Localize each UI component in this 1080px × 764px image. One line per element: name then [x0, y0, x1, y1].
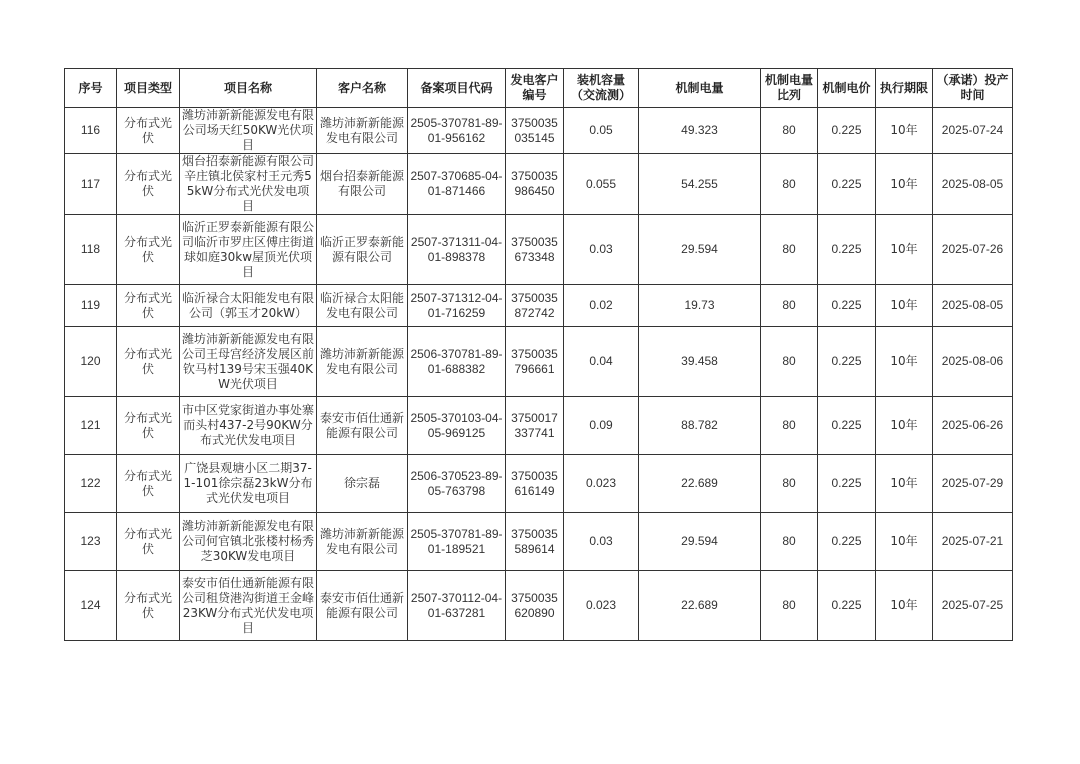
- cell-price: 0.225: [818, 571, 876, 641]
- cell-code: 2505-370103-04-05-969125: [408, 397, 506, 455]
- table-row: [65, 571, 1013, 641]
- cell-customer-no: 3750035673348: [506, 215, 564, 285]
- cell-customer: 潍坊沛新新能源发电有限公司: [317, 108, 408, 154]
- cell-date: 2025-07-21: [933, 513, 1013, 571]
- header-code: 备案项目代码: [408, 69, 506, 108]
- cell-type: 分布式光伏: [117, 397, 180, 455]
- cell-customer-no: 3750017337741: [506, 397, 564, 455]
- cell-term: 10年: [876, 154, 933, 215]
- table-row: [65, 154, 1013, 215]
- cell-mech-energy: 29.594: [639, 215, 761, 285]
- cell-project: 临沂正罗泰新能源有限公司临沂市罗庄区傅庄街道球如庭30kw屋顶光伏项目: [180, 215, 317, 285]
- header-ratio: 机制电量比列: [761, 69, 818, 108]
- cell-ratio: 80: [761, 327, 818, 397]
- cell-capacity: 0.055: [564, 154, 639, 215]
- cell-price: 0.225: [818, 397, 876, 455]
- cell-date: 2025-07-29: [933, 455, 1013, 513]
- header-customer: 客户名称: [317, 69, 408, 108]
- project-table: [64, 68, 1013, 641]
- cell-customer-no: 3750035796661: [506, 327, 564, 397]
- table-row: [65, 397, 1013, 455]
- cell-date: 2025-08-05: [933, 154, 1013, 215]
- cell-code: 2506-370523-89-05-763798: [408, 455, 506, 513]
- cell-seq: 124: [65, 571, 117, 641]
- cell-seq: 119: [65, 285, 117, 327]
- cell-price: 0.225: [818, 327, 876, 397]
- cell-seq: 123: [65, 513, 117, 571]
- cell-date: 2025-07-26: [933, 215, 1013, 285]
- cell-code: 2507-370112-04-01-637281: [408, 571, 506, 641]
- cell-project: 临沂禄合太阳能发电有限公司（郭玉才20kW）: [180, 285, 317, 327]
- cell-seq: 122: [65, 455, 117, 513]
- cell-customer-no: 3750035035145: [506, 108, 564, 154]
- cell-project: 潍坊沛新新能源发电有限公司何官镇北张楼村杨秀芝30KW发电项目: [180, 513, 317, 571]
- cell-ratio: 80: [761, 455, 818, 513]
- cell-customer: 泰安市佰仕通新能源有限公司: [317, 397, 408, 455]
- cell-code: 2507-371311-04-01-898378: [408, 215, 506, 285]
- cell-code: 2507-370685-04-01-871466: [408, 154, 506, 215]
- cell-term: 10年: [876, 571, 933, 641]
- header-type: 项目类型: [117, 69, 180, 108]
- cell-project: 广饶县观塘小区二期37-1-101徐宗磊23kW分布式光伏发电项目: [180, 455, 317, 513]
- cell-project: 市中区党家街道办事处寨而头村437-2号90KW分布式光伏发电项目: [180, 397, 317, 455]
- table-row: [65, 513, 1013, 571]
- header-price: 机制电价: [818, 69, 876, 108]
- cell-date: 2025-07-25: [933, 571, 1013, 641]
- cell-term: 10年: [876, 455, 933, 513]
- cell-customer-no: 3750035589614: [506, 513, 564, 571]
- table-row: [65, 455, 1013, 513]
- cell-mech-energy: 49.323: [639, 108, 761, 154]
- cell-price: 0.225: [818, 108, 876, 154]
- cell-ratio: 80: [761, 285, 818, 327]
- cell-project: 泰安市佰仕通新能源有限公司租贷港沟街道王金峰23KW分布式光伏发电项目: [180, 571, 317, 641]
- cell-capacity: 0.05: [564, 108, 639, 154]
- cell-seq: 120: [65, 327, 117, 397]
- cell-customer-no: 3750035986450: [506, 154, 564, 215]
- cell-price: 0.225: [818, 455, 876, 513]
- cell-capacity: 0.023: [564, 455, 639, 513]
- table-row: [65, 108, 1013, 154]
- cell-project: 烟台招泰新能源有限公司辛庄镇北侯家村王元秀55kW分布式光伏发电项目: [180, 154, 317, 215]
- cell-ratio: 80: [761, 215, 818, 285]
- header-customer-no: 发电客户编号: [506, 69, 564, 108]
- header-term: 执行期限: [876, 69, 933, 108]
- cell-capacity: 0.03: [564, 215, 639, 285]
- cell-project: 潍坊沛新新能源发电有限公司场天红50KW光伏项目: [180, 108, 317, 154]
- cell-date: 2025-07-24: [933, 108, 1013, 154]
- cell-term: 10年: [876, 215, 933, 285]
- cell-type: 分布式光伏: [117, 455, 180, 513]
- cell-term: 10年: [876, 327, 933, 397]
- cell-term: 10年: [876, 285, 933, 327]
- cell-mech-energy: 29.594: [639, 513, 761, 571]
- cell-date: 2025-08-06: [933, 327, 1013, 397]
- cell-code: 2507-371312-04-01-716259: [408, 285, 506, 327]
- cell-seq: 117: [65, 154, 117, 215]
- cell-date: 2025-08-05: [933, 285, 1013, 327]
- cell-mech-energy: 54.255: [639, 154, 761, 215]
- cell-customer-no: 3750035616149: [506, 455, 564, 513]
- cell-term: 10年: [876, 397, 933, 455]
- cell-capacity: 0.02: [564, 285, 639, 327]
- cell-capacity: 0.023: [564, 571, 639, 641]
- cell-customer-no: 3750035872742: [506, 285, 564, 327]
- header-date: （承诺）投产时间: [933, 69, 1013, 108]
- cell-project: 潍坊沛新新能源发电有限公司王母宫经济发展区前钦马村139号宋玉强40KW光伏项目: [180, 327, 317, 397]
- cell-type: 分布式光伏: [117, 327, 180, 397]
- cell-date: 2025-06-26: [933, 397, 1013, 455]
- cell-capacity: 0.09: [564, 397, 639, 455]
- cell-customer: 临沂禄合太阳能发电有限公司: [317, 285, 408, 327]
- cell-capacity: 0.04: [564, 327, 639, 397]
- cell-price: 0.225: [818, 215, 876, 285]
- table-row: [65, 285, 1013, 327]
- cell-seq: 121: [65, 397, 117, 455]
- cell-ratio: 80: [761, 108, 818, 154]
- header-seq: 序号: [65, 69, 117, 108]
- cell-seq: 116: [65, 108, 117, 154]
- header-project: 项目名称: [180, 69, 317, 108]
- table-row: [65, 327, 1013, 397]
- cell-customer: 临沂正罗泰新能源有限公司: [317, 215, 408, 285]
- cell-ratio: 80: [761, 154, 818, 215]
- header-mech-energy: 机制电量: [639, 69, 761, 108]
- cell-mech-energy: 22.689: [639, 455, 761, 513]
- cell-customer: 潍坊沛新新能源发电有限公司: [317, 513, 408, 571]
- cell-type: 分布式光伏: [117, 513, 180, 571]
- header-capacity: 装机容量（交流测）: [564, 69, 639, 108]
- header-row: [65, 69, 1013, 108]
- cell-code: 2505-370781-89-01-189521: [408, 513, 506, 571]
- cell-type: 分布式光伏: [117, 571, 180, 641]
- cell-code: 2505-370781-89-01-956162: [408, 108, 506, 154]
- cell-mech-energy: 88.782: [639, 397, 761, 455]
- cell-type: 分布式光伏: [117, 285, 180, 327]
- cell-price: 0.225: [818, 285, 876, 327]
- cell-type: 分布式光伏: [117, 215, 180, 285]
- cell-price: 0.225: [818, 154, 876, 215]
- cell-term: 10年: [876, 108, 933, 154]
- cell-term: 10年: [876, 513, 933, 571]
- cell-capacity: 0.03: [564, 513, 639, 571]
- cell-seq: 118: [65, 215, 117, 285]
- cell-customer: 泰安市佰仕通新能源有限公司: [317, 571, 408, 641]
- cell-customer: 徐宗磊: [317, 455, 408, 513]
- table-row: [65, 215, 1013, 285]
- cell-ratio: 80: [761, 571, 818, 641]
- cell-customer-no: 3750035620890: [506, 571, 564, 641]
- cell-code: 2506-370781-89-01-688382: [408, 327, 506, 397]
- cell-mech-energy: 19.73: [639, 285, 761, 327]
- cell-ratio: 80: [761, 513, 818, 571]
- cell-price: 0.225: [818, 513, 876, 571]
- cell-mech-energy: 39.458: [639, 327, 761, 397]
- cell-type: 分布式光伏: [117, 154, 180, 215]
- cell-type: 分布式光伏: [117, 108, 180, 154]
- cell-customer: 烟台招泰新能源有限公司: [317, 154, 408, 215]
- cell-customer: 潍坊沛新新能源发电有限公司: [317, 327, 408, 397]
- cell-mech-energy: 22.689: [639, 571, 761, 641]
- cell-ratio: 80: [761, 397, 818, 455]
